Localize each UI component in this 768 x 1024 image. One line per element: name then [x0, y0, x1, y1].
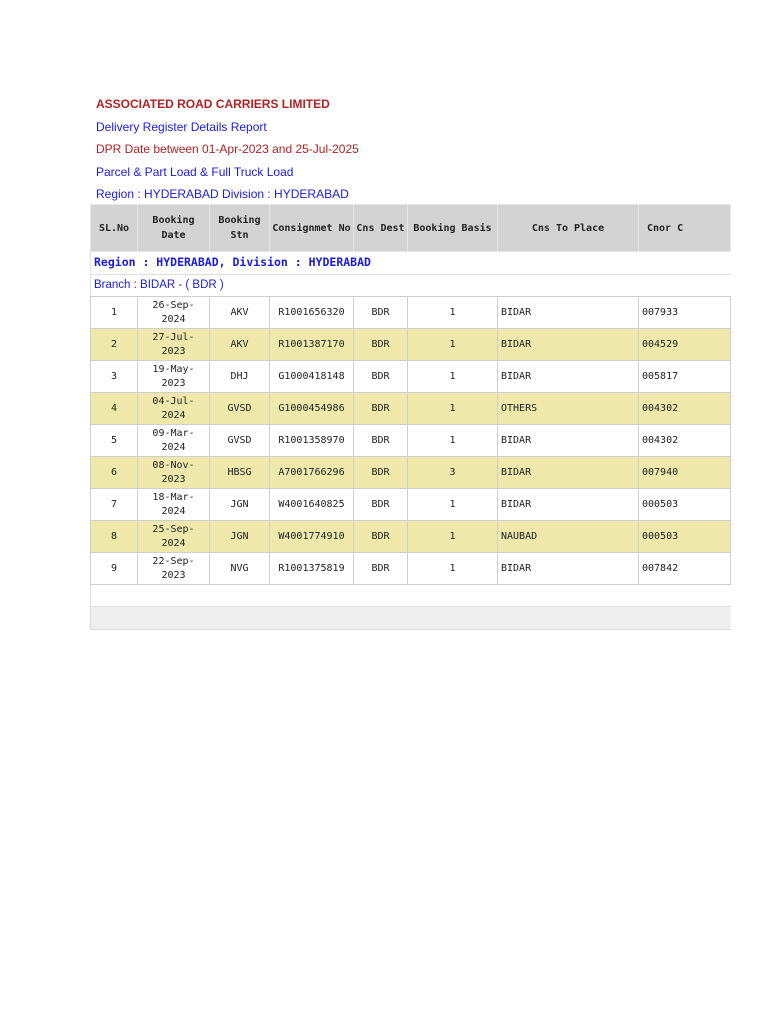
cell-cnor: 000503 [639, 521, 731, 553]
cell-cnor: 004529 [639, 329, 731, 361]
cell-booking-basis: 1 [408, 553, 498, 585]
cell-consignment-no: R1001375819 [270, 553, 354, 585]
region-division-line: Region : HYDERABAD Division : HYDERABAD [96, 187, 349, 201]
cell-cnor: 007940 [639, 457, 731, 489]
cell-consignment-no: R1001387170 [270, 329, 354, 361]
cell-cns-to-place: BIDAR [498, 329, 639, 361]
table-row [91, 297, 731, 329]
cell-sl-no: 3 [91, 361, 138, 393]
cell-cns-to-place: BIDAR [498, 361, 639, 393]
cell-booking-stn: AKV [210, 329, 270, 361]
cell-sl-no: 8 [91, 521, 138, 553]
region-group-row [91, 252, 731, 275]
cell-booking-date: 22-Sep-2023 [138, 553, 210, 585]
cell-booking-basis: 1 [408, 425, 498, 457]
footer-row [91, 607, 731, 630]
branch-group-label: Branch : BIDAR - ( BDR ) [91, 275, 731, 297]
cell-cns-to-place: OTHERS [498, 393, 639, 425]
cell-cns-to-place: BIDAR [498, 489, 639, 521]
company-name: ASSOCIATED ROAD CARRIERS LIMITED [96, 97, 330, 111]
table-row [91, 489, 731, 521]
cell-cnor: 005817 [639, 361, 731, 393]
cell-booking-date: 26-Sep-2024 [138, 297, 210, 329]
cell-cns-to-place: BIDAR [498, 297, 639, 329]
col-header-sl-no: SL.No [91, 205, 138, 252]
cell-booking-stn: AKV [210, 297, 270, 329]
table-row [91, 553, 731, 585]
col-header-cns-to-place: Cns To Place [498, 205, 639, 252]
cell-consignment-no: R1001656320 [270, 297, 354, 329]
cell-booking-stn: JGN [210, 521, 270, 553]
cell-booking-basis: 1 [408, 329, 498, 361]
footer-cell [91, 607, 731, 630]
table-row [91, 329, 731, 361]
cell-sl-no: 6 [91, 457, 138, 489]
cell-booking-basis: 3 [408, 457, 498, 489]
cell-booking-date: 25-Sep-2024 [138, 521, 210, 553]
cell-booking-basis: 1 [408, 521, 498, 553]
table-row [91, 393, 731, 425]
cell-booking-stn: DHJ [210, 361, 270, 393]
cell-consignment-no: G1000418148 [270, 361, 354, 393]
cell-cns-to-place: BIDAR [498, 457, 639, 489]
cell-sl-no: 4 [91, 393, 138, 425]
col-header-cnor: Cnor C [639, 205, 731, 252]
table-row [91, 457, 731, 489]
col-header-booking-basis: Booking Basis [408, 205, 498, 252]
cell-cns-dest: BDR [354, 489, 408, 521]
cell-cns-dest: BDR [354, 425, 408, 457]
cell-cnor: 007842 [639, 553, 731, 585]
cell-cnor: 000503 [639, 489, 731, 521]
cell-sl-no: 5 [91, 425, 138, 457]
cell-booking-date: 08-Nov-2023 [138, 457, 210, 489]
cell-cns-dest: BDR [354, 329, 408, 361]
blank-cell [91, 585, 731, 607]
delivery-register-table-container [90, 204, 684, 636]
cell-sl-no: 2 [91, 329, 138, 361]
delivery-register-table [90, 204, 731, 630]
cell-sl-no: 9 [91, 553, 138, 585]
col-header-booking-stn: Booking Stn [210, 205, 270, 252]
table-row [91, 361, 731, 393]
cell-consignment-no: R1001358970 [270, 425, 354, 457]
cell-sl-no: 7 [91, 489, 138, 521]
load-types: Parcel & Part Load & Full Truck Load [96, 164, 294, 179]
cell-consignment-no: A7001766296 [270, 457, 354, 489]
cell-cns-dest: BDR [354, 553, 408, 585]
cell-booking-stn: GVSD [210, 425, 270, 457]
cell-cns-dest: BDR [354, 521, 408, 553]
table-row [91, 425, 731, 457]
table-header-row [91, 205, 731, 252]
cell-booking-basis: 1 [408, 393, 498, 425]
report-header [96, 96, 359, 209]
col-header-cns-dest: Cns Dest [354, 205, 408, 252]
cell-cns-dest: BDR [354, 297, 408, 329]
cell-booking-date: 27-Jul-2023 [138, 329, 210, 361]
cell-cns-to-place: BIDAR [498, 553, 639, 585]
cell-booking-basis: 1 [408, 489, 498, 521]
cell-cnor: 004302 [639, 425, 731, 457]
cell-booking-date: 09-Mar-2024 [138, 425, 210, 457]
cell-booking-date: 18-Mar-2024 [138, 489, 210, 521]
cell-booking-stn: HBSG [210, 457, 270, 489]
cell-cns-dest: BDR [354, 393, 408, 425]
cell-consignment-no: G1000454986 [270, 393, 354, 425]
cell-cns-to-place: NAUBAD [498, 521, 639, 553]
report-title: Delivery Register Details Report [96, 119, 267, 134]
cell-cns-to-place: BIDAR [498, 425, 639, 457]
branch-group-row [91, 275, 731, 297]
cell-booking-stn: GVSD [210, 393, 270, 425]
cell-cns-dest: BDR [354, 361, 408, 393]
cell-booking-basis: 1 [408, 361, 498, 393]
cell-cnor: 007933 [639, 297, 731, 329]
col-header-consignment-no: Consignmet No [270, 205, 354, 252]
cell-booking-basis: 1 [408, 297, 498, 329]
cell-booking-stn: JGN [210, 489, 270, 521]
col-header-booking-date: Booking Date [138, 205, 210, 252]
table-row [91, 521, 731, 553]
cell-consignment-no: W4001640825 [270, 489, 354, 521]
blank-row [91, 585, 731, 607]
cell-sl-no: 1 [91, 297, 138, 329]
date-range: DPR Date between 01-Apr-2023 and 25-Jul-2025 [96, 142, 359, 156]
cell-cnor: 004302 [639, 393, 731, 425]
cell-booking-date: 04-Jul-2024 [138, 393, 210, 425]
cell-booking-stn: NVG [210, 553, 270, 585]
cell-booking-date: 19-May-2023 [138, 361, 210, 393]
region-group-label: Region : HYDERABAD, Division : HYDERABAD [91, 252, 731, 275]
cell-consignment-no: W4001774910 [270, 521, 354, 553]
cell-cns-dest: BDR [354, 457, 408, 489]
